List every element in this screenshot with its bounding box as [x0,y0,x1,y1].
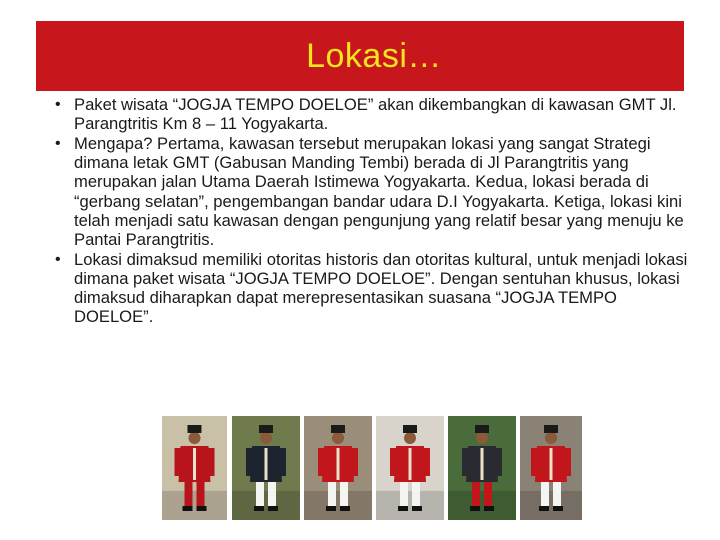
bullet-icon: • [55,250,61,268]
bullet-icon: • [55,134,61,152]
bullet-text: Mengapa? Pertama, kawasan tersebut merupakan lokasi yang sangat Strategi dimana letak GMT (Gabusan Manding Tembi) berada di Jl Parangtritis yang merupakan jalan Utama Daerah Istimewa Yogyakarta. Kedua, lokasi berada di “gerbang selatan”, pengembangan bandar udara D.I Yogyakarta. Ketiga, lokasi kini telah menjadi satu kawasan dengan pengunjung yang relatif besar yang menuju ke Pantai Parangtritis. [74,133,684,249]
soldier-photo-1 [162,416,227,520]
soldier-photo-4 [376,416,444,520]
title-bar [36,21,684,91]
soldier-photo-6 [520,416,582,520]
bullet-item [50,250,690,327]
soldier-photo-5 [448,416,516,520]
photo-strip [162,416,582,520]
soldier-photo-3 [304,416,372,520]
bullet-text: Paket wisata “JOGJA TEMPO DOELOE” akan dikembangkan di kawasan GMT Jl. Parangtritis Km 8 – 11 Yogyakarta. [74,95,677,134]
bullet-icon: • [55,96,61,113]
bullet-item [50,134,690,249]
bullet-item [50,95,690,133]
bullet-text: Lokasi dimaksud memiliki otoritas historis dan otoritas kultural, untuk menjadi lokasi dimana paket wisata “JOGJA TEMPO DOELOE”. Dengan sentuhan khusus, lokasi dimaksud diharapkan dapat merepresentasikan suasana “JOGJA TEMPO DOELOE”. [74,249,688,327]
soldier-photo-2 [232,416,300,520]
bullet-list [50,95,690,327]
slide-title: Lokasi… [306,36,442,75]
